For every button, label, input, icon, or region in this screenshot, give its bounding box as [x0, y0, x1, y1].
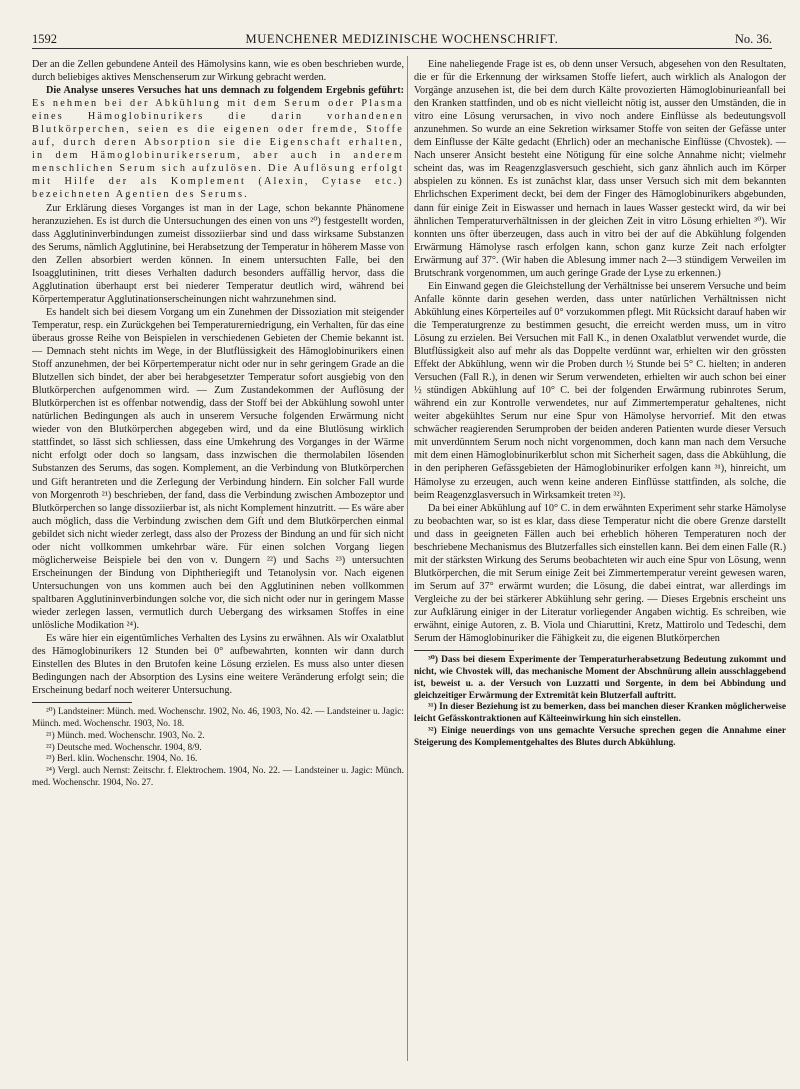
paragraph: Es wäre hier ein eigentümliches Verhalten des Lysins zu erwähnen. Als wir Oxalatblut des Hämoglobinurikers 12 Stunden bei 0° aufbewahrten, konnten wir dann durch Einstellen des Blutes in den Brutofen keine Lösung erzielen. Es muss also unter diesen Bedingungen nach der Absorption des Lysins eine weitere Veränderung erfolgt sein; die Erscheinung bedarf noch weiterer Untersuchung.	[32, 633, 404, 697]
issue-number: No. 36.	[734, 32, 772, 46]
paragraph: Es handelt sich bei diesem Vorgang um ein Zunehmen der Dissoziation mit steigender Temperatur, resp. ein Zurückgehen bei Temperaturerniedrigung, ein Verhalten, für das eine überaus grosse Reihe von Beispielen in verschiedenen Gebieten der Chemie bekannt ist. — Demnach steht nichts im Wege, in der Blutflüssigkeit des Hämoglobinurikers einen Stoff anzunehmen, der bei Körpertemperatur nicht oder nur in sehr geringem Grade an die Blutzellen sich bindet, der aber bei herabgesetzter Temperatur sofort ausgiebig von den Blutkörperchen aufgenommen wird. — Zum Zustandekommen der Auflösung der Blutkörperchen ist es offenbar notwendig, dass der Stoff bei der Abkühlung sowohl unter natürlichen Bedingungen als auch in unserem Versuche folgenden Erwärmung nicht wieder von den Blutkörperchen abgegeben wird, und da eine Blutlösung wirklich stattfindet, so lässt sich schliessen, dass eine Umkehrung des Vorganges in der Wärme nicht erfolgt oder doch so langsam, dass inzwischen die thermolabilen lösenden Substanzen des Serums, das sogen. Komplement, an die Verbindung von Blutkörperchen und Gift herantreten und die Zerlegung der Verbindung hindern. Ein solcher Fall wurde von Morgenroth ²¹) beschrieben, der fand, dass die Verbindung zwischen Ambozeptor und Blutkörperchen so lange dissoziierbar ist, als nicht Komplement hinzutritt. — Es wäre aber auch möglich, dass die Verbindung zwischen dem Gift und dem Blutkörperchen einmal gebildet sich nicht wieder zerlegt, dass also der Prozess der Bindung an und für sich nicht oder nicht vollkommen umkehrbar wäre. Für einen solchen Vorgang liegen möglicherweise Beispiele bei den von v. Dungern ²²) und Sachs ²³) untersuchten Erscheinungen der Bindung von Diphtheriegift und Tetanolysin vor. Nach eigenen Untersuchungen von uns kommen auch bei den Agglutininen neben vollkommen spaltbaren Agglutininverbindungen solche vor, die sich nicht oder nur in geringem Masse wieder zerlegen lassen, vermutlich durch Uebergang des wirksamen Stoffes in eine unlösliche Modikation ²⁴).	[32, 306, 404, 632]
footnote-rule	[414, 650, 514, 651]
page-number: 1592	[32, 32, 57, 46]
footnote: ²⁰) Landsteiner: Münch. med. Wochenschr. 1902, No. 46, 1903, No. 42. — Landsteiner u. Jagic: Münch. med. Wochenschr. 1903, No. 18.	[32, 707, 404, 730]
result-lead: Die Analyse unseres Versuches hat uns demnach zu folgendem Ergebnis geführt:	[46, 85, 404, 97]
footnote: ²³) Berl. klin. Wochenschr. 1904, No. 16.	[46, 754, 198, 765]
footnote-rule	[32, 702, 132, 703]
column-divider	[407, 56, 408, 1061]
footnote: ²¹) Münch. med. Wochenschr. 1903, No. 2.	[46, 730, 205, 741]
right-column	[414, 58, 786, 1078]
journal-title: MUENCHENER MEDIZINISCHE WOCHENSCHRIFT.	[245, 32, 559, 46]
paragraph-result	[32, 84, 404, 201]
footnote: ²²) Deutsche med. Wochenschr. 1904, 8/9.	[46, 742, 202, 753]
paragraph: Ein Einwand gegen die Gleichstellung der Verhältnisse bei unserem Versuche und beim Anfalle könnte darin gesehen werden, dass unter natürlichen Verhältnissen nicht Abkühlung eines Körperteiles auf 0° vorzukommen pflegt. Mit Rücksicht darauf haben wir die Temperaturgrenze zu bestimmen gesucht, die erreicht werden muss, um in vitro Lösung zu erzielen. Bei Versuchen mit Fall K., in denen Oxalatblut verwendet wurde, die Blutflüssigkeit also auf mehr als das Doppelte verdünnt war, erhielten wir den grössten Effekt der Abkühlung, wenn wir die Proben durch ½ Stunde bei 5° C. hielten; in anderen Versuchen (Fall R.), in denen wir Serum verwendeten, erhielten wir auch schon bei einer ½ stündigen Abkühlung auf 10° C. bei der folgenden Erwärmung rubinrotes Serum, während ein zur Kontrolle verwendetes, nur auf Zimmertemperatur gehaltenes, nicht weiter abgekühltes Serum nur eine Spur von Hämolyse hervorrief. Mit den etwas schwächer reagierenden Serumproben der beiden anderen Patienten wurde dieser Versuch mit unverdünntem Serum noch nicht vorgenommen, doch kann man nach dem Versuche mit dem einen Hämoglobinurikerblut schon mit Sicherheit sagen, dass die Abkühlung, die in den peripheren Gefässgebieten der Hämoglobinuriker erfolgen kann ³¹), hinreicht, um Hämolyse zu erzeugen, auch wenn keine anderen Einflüsse stattfinden, als solche, die beim Reagenzglasversuch in Wirksamkeit treten ³²).	[414, 280, 786, 501]
paragraph: Zur Erklärung dieses Vorganges ist man in der Lage, schon bekannte Phänomene heranzuziehen. Es ist durch die Untersuchungen des einen von uns ²⁰) festgestellt worden, dass Agglutininverbindungen zumeist dissoziierbar sind und dass wirksame Substanzen des Serums, nämlich Agglutinine, bei Herabsetzung der Temperatur in höherem Masse von den Zellen absorbiert werden können. In einem untersuchten Falle, bei den Isoagglutininen, tritt dieses Verhalten dadurch besonders auffällig hervor, dass die Agglutination überhaupt erst bei niederer Temperatur deutlich wird, während bei Körpertemperatur Agglutinationserscheinungen nicht wahrzunehmen sind.	[32, 202, 404, 305]
paragraph: Eine naheliegende Frage ist es, ob denn unser Versuch, abgesehen von den Resultaten, die er für die Erkennung der wirksamen Stoffe liefert, auch wirklich als Analogon der Vorgänge anzusehen ist, die bei dem durch Kälte provozierten Hämoglobinurieanfall bei den Kranken stattfinden, und ob es nicht vielleicht nötig ist, ausser den Umständen, die in vitro eine Lösung verursachen, in vivo noch andere Einflüsse als bedeutungsvoll anzunehmen. So wurde an eine Sekretion wirksamer Stoffe von seiten der Gefässe unter dem Einflusse der Kälte gedacht (Ehrlich) oder an mechanische Einflüsse (Chvostek). — Nach unserer Ansicht besteht eine Nötigung für eine solche Annahme nicht; vielmehr scheint das, was im Reagenzglasversuch geschieht, sich ganz ähnlich auch im Körper abspielen zu können. Es ist zunächst klar, dass unser Versuch sich mit dem bekannten Ehrlichschen Experiment deckt, bei dem der Finger des Hämoglobinurikers abgebunden, dann für einige Zeit in Eiswasser und hernach in laues Wasser gesteckt wird, da wir bei ähnlichen Temperaturverhältnissen in der gleichen Zeit in vitro Lösung erhielten ³⁰). Wir konnten uns öfter überzeugen, dass auch in vitro bei der auf die Abkühlung folgenden Erwärmung Hämolyse rasch erfolgen kann, schon ganz kurze Zeit nach erfolgter Erwärmung auf 37°. (Wir haben die Ablesung immer nach 2—3 stündigem Verweilen im Brutschrank vorgenommen, um auch geringe Grade der Lyse zu erkennen.)	[414, 59, 786, 279]
footnote: ³¹) In dieser Beziehung ist zu bemerken, dass bei manchen dieser Kranken möglicherweise leicht Gefässkontraktionen auf Kälteeinwirkung hin sich einstellen.	[414, 702, 786, 725]
footnote: ³²) Einige neuerdings von uns gemachte Versuche sprechen gegen die Annahme einer Steigerung des Komplementgehaltes des Blutes durch Abkühlung.	[414, 725, 786, 748]
footnote: ²⁴) Vergl. auch Nernst: Zeitschr. f. Elektrochem. 1904, No. 22. — Landsteiner u. Jagic: Münch. med. Wochenschr. 1904, No. 27.	[32, 766, 404, 789]
paragraph: Da bei einer Abkühlung auf 10° C. in dem erwähnten Experiment sehr starke Hämolyse zu beobachten war, so ist es klar, dass diese Temperatur nicht die obere Grenze darstellt und dass in geeigneten Fällen auch bei erheblich höheren Temperaturen noch der beschriebene Mechanismus des Blutzerfalles sich einstellen kann. Bei dem einen Falle (R.) mit der stärksten Wirkung des Serums beobachteten wir auch eine Spur von Lösung, wenn Blutkörperchen, die mit Serum einige Zeit bei Zimmertemperatur vereint gewesen waren, im Serum auf 37° erwärmt wurden; die Lösung, die dabei eintrat, war allerdings im Vergleiche zu der bei stärkerer Abkühlung sehr gering. — Dieses Ergebnis erscheint uns zur Aufklärung einiger in der Literatur vorliegender Angaben wichtig. Es schreiben, wie erwähnt, einige Autoren, z. B. Viola und Chiaruttini, Kretz, Mattirolo und Tedeschi, dem Serum der Hämoglobinuriker die Fähigkeit zu, die eigenen Blutkörperchen	[414, 502, 786, 645]
footnote: ³⁰) Dass bei diesem Experimente der Temperaturherabsetzung Bedeutung zukommt und nicht, wie Chvostek will, das mechanische Moment der Abschnürung allein ausschlaggebend ist, beweist u. a. der Versuch von Luzzatti und Sorgente, in dem bei Abbindung und gleichzeitiger Erwärmung der Extremität kein Blutzerfall auftritt.	[414, 655, 786, 701]
paragraph: Der an die Zellen gebundene Anteil des Hämolysins kann, wie es oben beschrieben wurde, durch beliebiges aktives Menschenserum zur Wirkung gebracht werden.	[32, 59, 404, 84]
left-column	[32, 58, 404, 1058]
running-header	[32, 26, 772, 49]
result-spaced-text: Es nehmen bei der Abkühlung mit dem Serum oder Plasma eines Hämoglobinurikers die darin vorhandenen Blutkörperchen, seien es die eigenen oder fremde, Stoffe auf, durch deren Absorption sie die Eigenschaft erhalten, in dem Hämoglobinurikerserum, aber auch in anderem menschlichen Serum sich aufzulösen. Die Auflösung erfolgt mit Hilfe der als Komplement (Alexin, Cytase etc.) bezeichneten Agentien des Serums.	[32, 98, 404, 201]
